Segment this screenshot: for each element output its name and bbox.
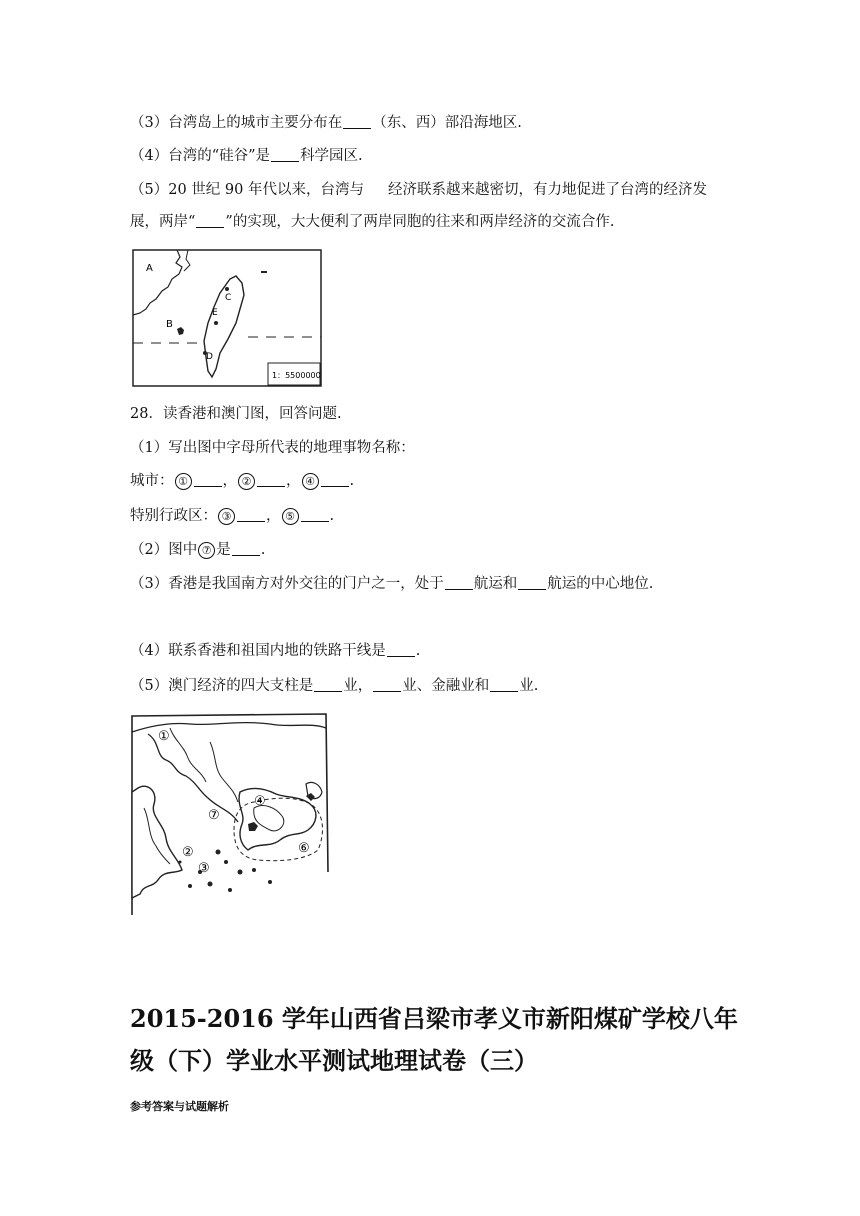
q27-item5-line2: 展，两岸“ ”的实现，大大便利了两岸同胞的往来和两岸经济的交流合作. (130, 214, 615, 230)
answer-blank (301, 507, 329, 522)
map-label-2: ② (182, 845, 194, 860)
circled-number: ③ (218, 508, 235, 525)
circled-number: ② (238, 473, 255, 490)
answer-subtitle: 参考答案与试题解析 (130, 1100, 229, 1113)
map-label-e: E (212, 308, 218, 318)
q27-item5-line1: （5）20 世纪 90 年代以来，台湾与 经济联系越来越密切，有力地促进了台湾的经济发 (130, 182, 707, 198)
q28-item5: （5）澳门经济的四大支柱是 业， 业、金融业和 业. (130, 678, 539, 694)
map-label-c: C (225, 293, 232, 303)
hongkong-macau-map (130, 712, 330, 917)
answer-blank (387, 642, 415, 657)
answer-blank (445, 575, 473, 590)
taiwan-map (132, 249, 322, 387)
answer-blank (194, 472, 222, 487)
map-label-4: ④ (254, 794, 266, 809)
answer-blank (237, 507, 265, 522)
circled-number: ① (175, 473, 192, 490)
q28-cities: 城市： ① ， ② ， ④ . (130, 473, 355, 489)
answer-blank (271, 147, 299, 162)
circled-number: ④ (302, 473, 319, 490)
map-label-b: B (166, 319, 173, 330)
q28-sar: 特别行政区： ③ ， ⑤ . (130, 508, 335, 524)
q27-item3: （3）台湾岛上的城市主要分布在 （东、西）部沿海地区. (130, 115, 522, 131)
answer-blank (518, 575, 546, 590)
map-label-d: D (206, 352, 213, 362)
answer-blank (373, 677, 401, 692)
answer-title-line2: 级（下）学业水平测试地理试卷（三） (130, 1046, 538, 1075)
q27-item4: （4）台湾的“硅谷”是 科学园区. (130, 148, 363, 164)
circled-number: ⑦ (198, 542, 215, 559)
map-scale: 1：5500000 (272, 371, 321, 380)
answer-blank (490, 677, 518, 692)
map-label-7: ⑦ (208, 808, 220, 823)
answer-title-line1: 2015-2016 学年山西省吕梁市孝义市新阳煤矿学校八年 (130, 1004, 738, 1033)
q28-heading: 28．读香港和澳门图，回答问题. (130, 406, 342, 422)
q28-item4: （4）联系香港和祖国内地的铁路干线是 . (130, 643, 421, 659)
q28-item2: （2）图中 ⑦ 是 . (130, 542, 266, 558)
answer-blank (232, 541, 260, 556)
q28-item3: （3）香港是我国南方对外交往的门户之一，处于 航运和 航运的中心地位. (130, 576, 654, 592)
answer-blank (321, 472, 349, 487)
map-label-1: ① (158, 729, 170, 744)
answer-blank (257, 472, 285, 487)
answer-blank (314, 677, 342, 692)
map-label-3: ③ (198, 861, 210, 876)
map-label-a: A (146, 263, 153, 274)
map-label-6: ⑥ (298, 841, 310, 856)
answer-blank (343, 114, 371, 129)
answer-blank (196, 213, 224, 228)
q28-item1: （1）写出图中字母所代表的地理事物名称： (130, 440, 415, 456)
circled-number: ⑤ (282, 508, 299, 525)
